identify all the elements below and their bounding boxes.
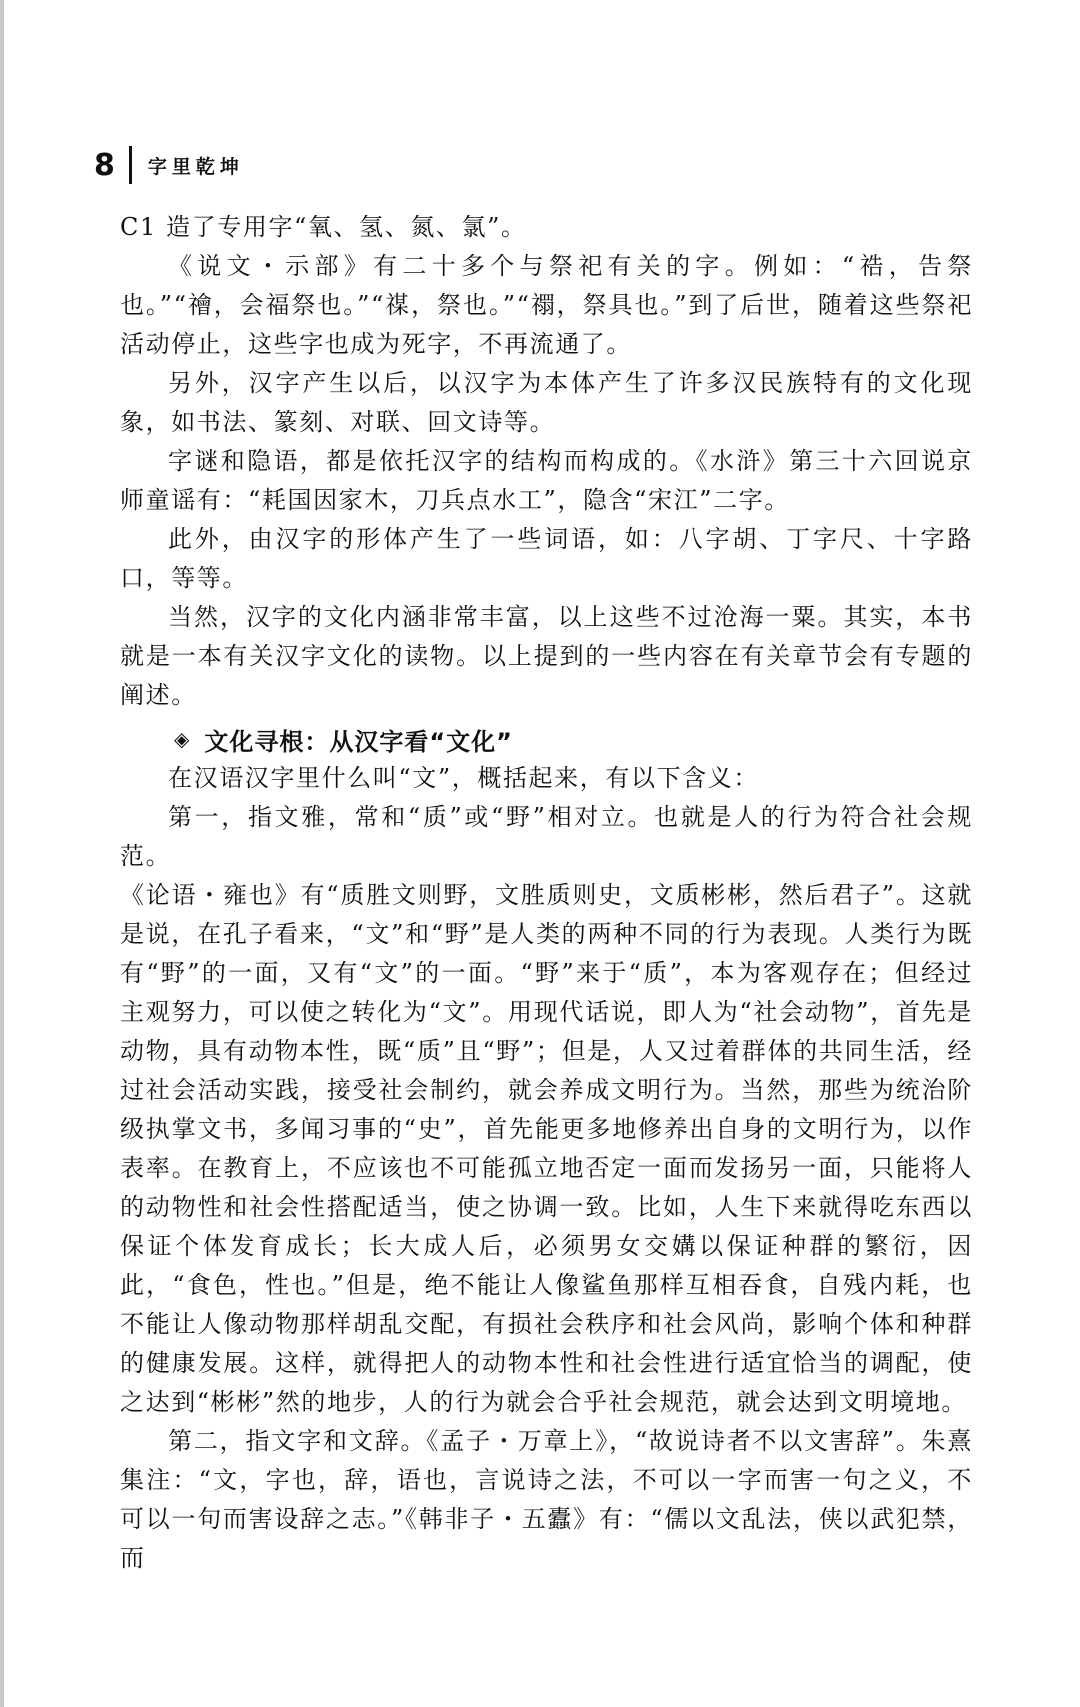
paragraph: 第一，指文雅，常和“质”或“野”相对立。也就是人的行为符合社会规范。	[120, 803, 973, 870]
running-header	[94, 145, 244, 185]
paragraph: 第二，指文字和文辞。《孟子・万章上》，“故说诗者不以文害辞”。朱熹集注：“文，字也，辞，语也，言说诗之法，不可以一字而害一句之义，不可以一句而害设辞之志。”《韩非子・五蠹》有：“儒以文乱法，侠以武犯禁，而	[120, 1427, 973, 1572]
diamond-icon: ◈	[174, 727, 191, 751]
paragraph: 字谜和隐语，都是依托汉字的结构而构成的。《水浒》第三十六回说京师童谣有：“耗国因家木，刀兵点水工”，隐含“宋江”二字。	[120, 447, 973, 514]
page-number: 8	[94, 147, 115, 183]
paragraph: 另外，汉字产生以后，以汉字为本体产生了许多汉民族特有的文化现象，如书法、篆刻、对联、回文诗等。	[120, 369, 973, 436]
paragraph: 当然，汉字的文化内涵非常丰富，以上这些不过沧海一粟。其实，本书就是一本有关汉字文化的读物。以上提到的一些内容在有关章节会有专题的阐述。	[120, 603, 973, 709]
paragraph: C1 造了专用字“氧、氢、氮、氯”。	[120, 213, 527, 241]
paragraph: 《论语・雍也》有“质胜文则野，文胜质则史，文质彬彬，然后君子”。这就是说，在孔子看来，“文”和“野”是人类的两种不同的行为表现。人类行为既有“野”的一面，又有“文”的一面。“野”来于“质”，本为客观存在；但经过主观努力，可以使之转化为“文”。用现代话说，即人为“社会动物”，首先是动物，具有动物本性，既“质”且“野”；但是，人又过着群体的共同生活，经过社会活动实践，接受社会制约，就会养成文明行为。当然，那些为统治阶级执掌文书，多闻习事的“史”，首先能更多地修养出自身的文明行为，以作表率。在教育上，不应该也不可能孤立地否定一面而发扬另一面，只能将人的动物性和社会性搭配适当，使之协调一致。比如，人生下来就得吃东西以保证个体发育成长；长大成人后，必须男女交媾以保证种群的繁衍，因此，“食色，性也。”但是，绝不能让人像鲨鱼那样互相吞食，自残内耗，也不能让人像动物那样胡乱交配，有损社会秩序和社会风尚，影响个体和种群的健康发展。这样，就得把人的动物本性和社会性进行适宜恰当的调配，使之达到“彬彬”然的地步，人的行为就会合乎社会规范，就会达到文明境地。	[120, 881, 973, 1416]
section-heading	[120, 719, 973, 759]
paragraph: 《说文・示部》有二十多个与祭祀有关的字。例如：“祰，告祭也。”“禬，会福祭也。”“禖，祭也。”“禤，祭具也。”到了后世，随着这些祭祀活动停止，这些字也成为死字，不再流通了。	[120, 252, 973, 358]
book-title: 字里乾坤	[147, 155, 244, 178]
section-heading-text: 文化寻根：从汉字看“文化”	[204, 727, 513, 756]
header-divider	[129, 146, 132, 184]
paragraph: 在汉语汉字里什么叫“文”，概括起来，有以下含义：	[168, 764, 759, 792]
paragraph: 此外，由汉字的形体产生了一些词语，如：八字胡、丁字尺、十字路口，等等。	[120, 525, 973, 592]
page-edge	[0, 0, 4, 1707]
page-body	[120, 208, 973, 1578]
